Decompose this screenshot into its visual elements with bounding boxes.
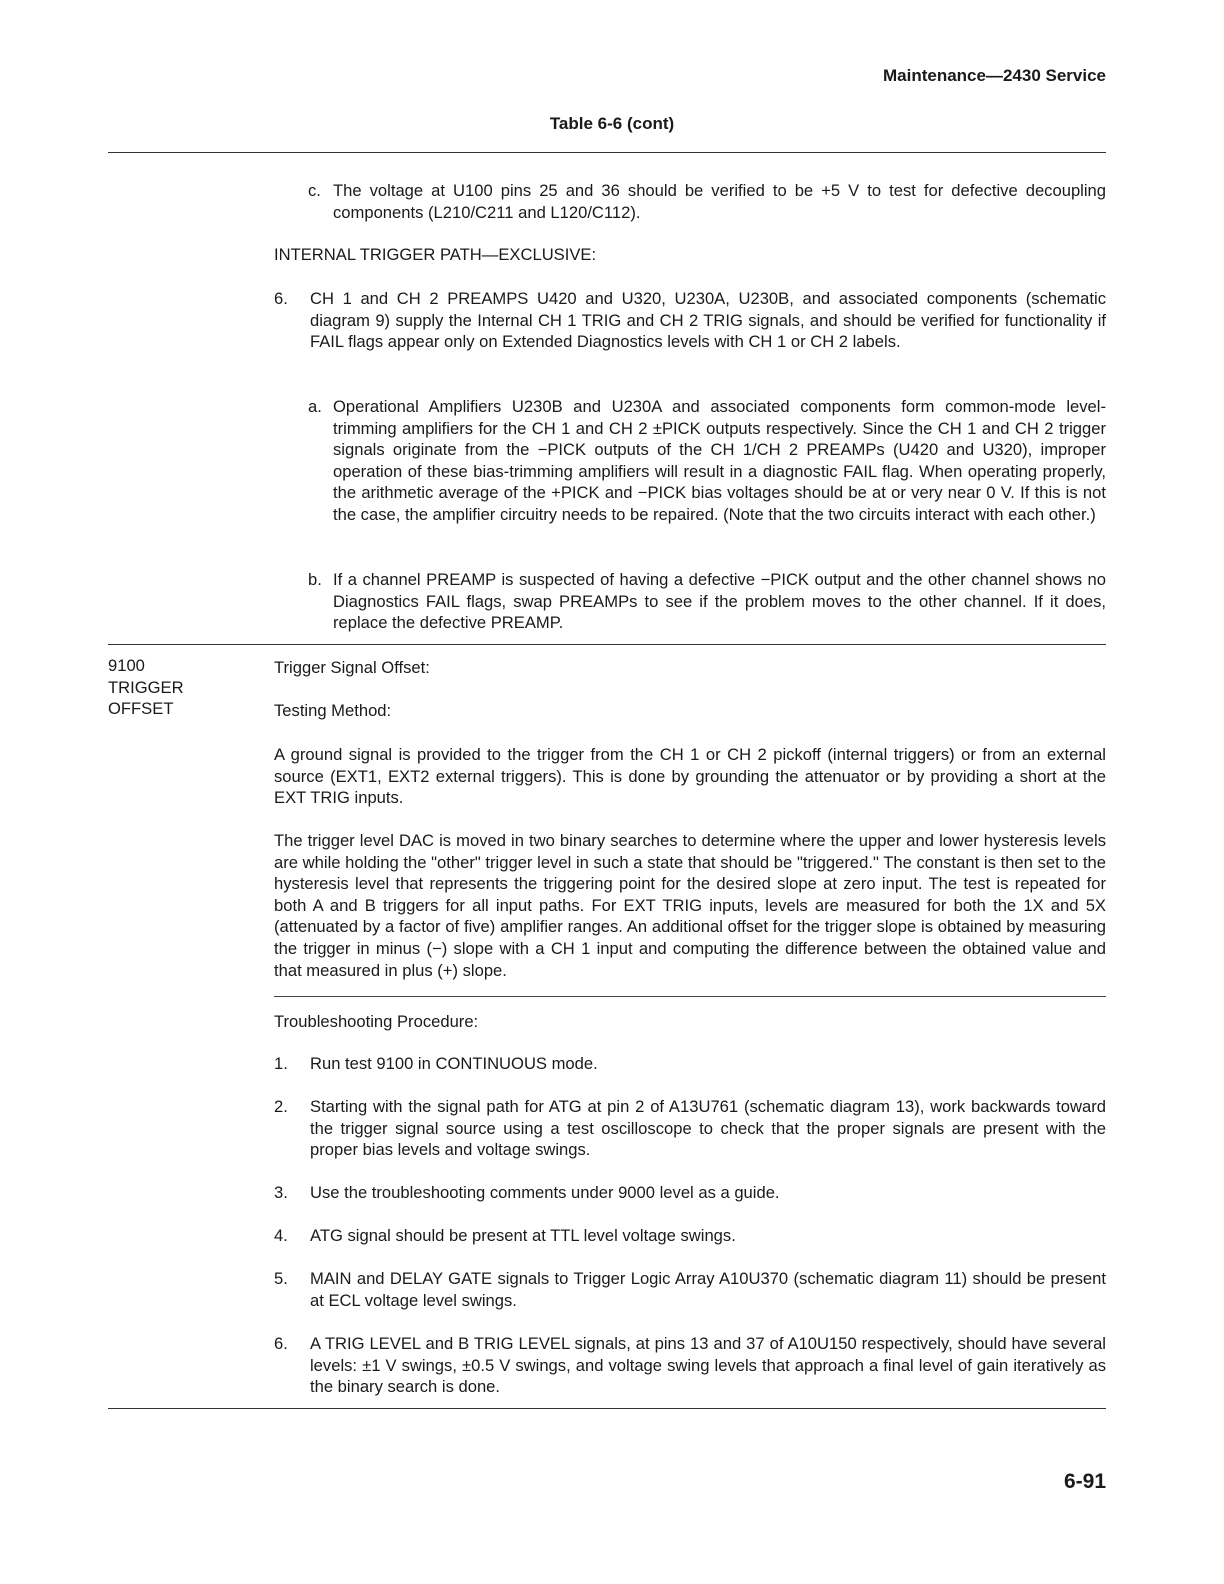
step-text: Use the troubleshooting comments under 9000 level as a guide.: [310, 1183, 780, 1202]
test-name-line2: OFFSET: [108, 699, 174, 719]
table-title: Table 6-6 (cont): [549, 114, 675, 133]
running-header: Maintenance—2430 Service: [882, 66, 1106, 85]
procedure-step: [274, 1053, 1106, 1075]
signal-heading: Trigger Signal Offset:: [274, 658, 430, 677]
list-marker: b.: [308, 570, 322, 589]
step-text: Run test 9100 in CONTINUOUS mode.: [310, 1054, 598, 1073]
list-text: The voltage at U100 pins 25 and 36 should be verified to be +5 V to test for defective decoupling components (L210/C211 and L120/C112).: [333, 181, 1106, 222]
step-marker: 5.: [274, 1269, 288, 1288]
page-number: 6-91: [1063, 1470, 1106, 1493]
procedure-step: [274, 1182, 1106, 1204]
list-item-c: [308, 180, 1106, 223]
section-divider: [108, 644, 1106, 645]
bottom-divider: [108, 1408, 1106, 1409]
inner-divider: [274, 996, 1106, 997]
step-text: Starting with the signal path for ATG at pin 2 of A13U761 (schematic diagram 13), work backwards toward the trigger signal source using a test oscilloscope to check that the proper signals are present with the proper bias levels and voltage swings.: [310, 1097, 1106, 1160]
list-marker: a.: [308, 397, 322, 416]
procedure-step: [274, 1268, 1106, 1311]
list-text: CH 1 and CH 2 PREAMPS U420 and U320, U230A, U230B, and associated components (schematic diagram 9) supply the Internal CH 1 TRIG and CH 2 TRIG signals, and should be verified for functionality if FAIL flags appear only on Extended Diagnostics levels with CH 1 or CH 2 labels.: [310, 289, 1106, 352]
list-marker: c.: [308, 181, 321, 200]
step-marker: 1.: [274, 1054, 288, 1073]
procedure-step: [274, 1333, 1106, 1398]
test-label: [108, 655, 184, 720]
procedure-heading: Troubleshooting Procedure:: [274, 1012, 479, 1031]
list-text: If a channel PREAMP is suspected of having a defective −PICK output and the other channel shows no Diagnostics FAIL flags, swap PREAMPs to see if the problem moves to the other channel. If it does, replace the defective PREAMP.: [333, 570, 1106, 633]
list-marker: 6.: [274, 289, 288, 308]
step-marker: 3.: [274, 1183, 288, 1202]
list-item-6: [274, 288, 1106, 353]
step-marker: 6.: [274, 1334, 288, 1353]
step-marker: 2.: [274, 1097, 288, 1116]
test-number: 9100: [108, 656, 145, 675]
method-paragraph-2: The trigger level DAC is moved in two binary searches to determine where the upper and lower hysteresis levels are while holding the "other" trigger level in such a state that should be "triggered." The constant is then set to the hysteresis level that represents the triggering point for the desired slope at zero input. The test is repeated for both A and B triggers for all input paths. For EXT TRIG inputs, levels are measured for both the 1X and 5X (attenuated by a factor of five) amplifier ranges. An additional offset for the trigger slope is obtained by measuring the trigger in minus (−) slope with a CH 1 input and computing the difference between the obtained value and that measured in plus (+) slope.: [274, 831, 1106, 980]
method-heading: Testing Method:: [274, 701, 392, 720]
step-text: ATG signal should be present at TTL level voltage swings.: [310, 1226, 736, 1245]
step-text: MAIN and DELAY GATE signals to Trigger Logic Array A10U370 (schematic diagram 11) should be present at ECL voltage level swings.: [310, 1269, 1106, 1310]
list-item-a: [308, 396, 1106, 526]
test-name-line1: TRIGGER: [108, 677, 184, 697]
method-paragraph-1: A ground signal is provided to the trigger from the CH 1 or CH 2 pickoff (internal triggers) or from an external source (EXT1, EXT2 external triggers). This is done by grounding the attenuator or by providing a short at the EXT TRIG inputs.: [274, 745, 1106, 808]
list-text: Operational Amplifiers U230B and U230A and associated components form common-mode level-trimming amplifiers for the CH 1 and CH 2 ±PICK outputs respectively. Since the CH 1 and CH 2 trigger signals originate from the −PICK outputs of the CH 1/CH 2 PREAMPs (U420 and U320), improper operation of these bias-trimming amplifiers will result in a diagnostic FAIL flag. When operating properly, the arithmetic average of the +PICK and −PICK bias voltages should be at or very near 0 V. If this is not the case, the amplifier circuitry needs to be repaired. (Note that the two circuits interact with each other.): [333, 397, 1106, 524]
step-text: A TRIG LEVEL and B TRIG LEVEL signals, at pins 13 and 37 of A10U150 respectively, should have several levels: ±1 V swings, ±0.5 V swings, and voltage swing levels that approach a final level of gain iteratively as the binary search is done.: [310, 1334, 1106, 1397]
section-subheading: INTERNAL TRIGGER PATH—EXCLUSIVE:: [274, 245, 597, 264]
top-divider: [108, 152, 1106, 153]
procedure-step: [274, 1225, 1106, 1247]
list-item-b: [308, 569, 1106, 634]
step-marker: 4.: [274, 1226, 288, 1245]
procedure-step: [274, 1096, 1106, 1161]
